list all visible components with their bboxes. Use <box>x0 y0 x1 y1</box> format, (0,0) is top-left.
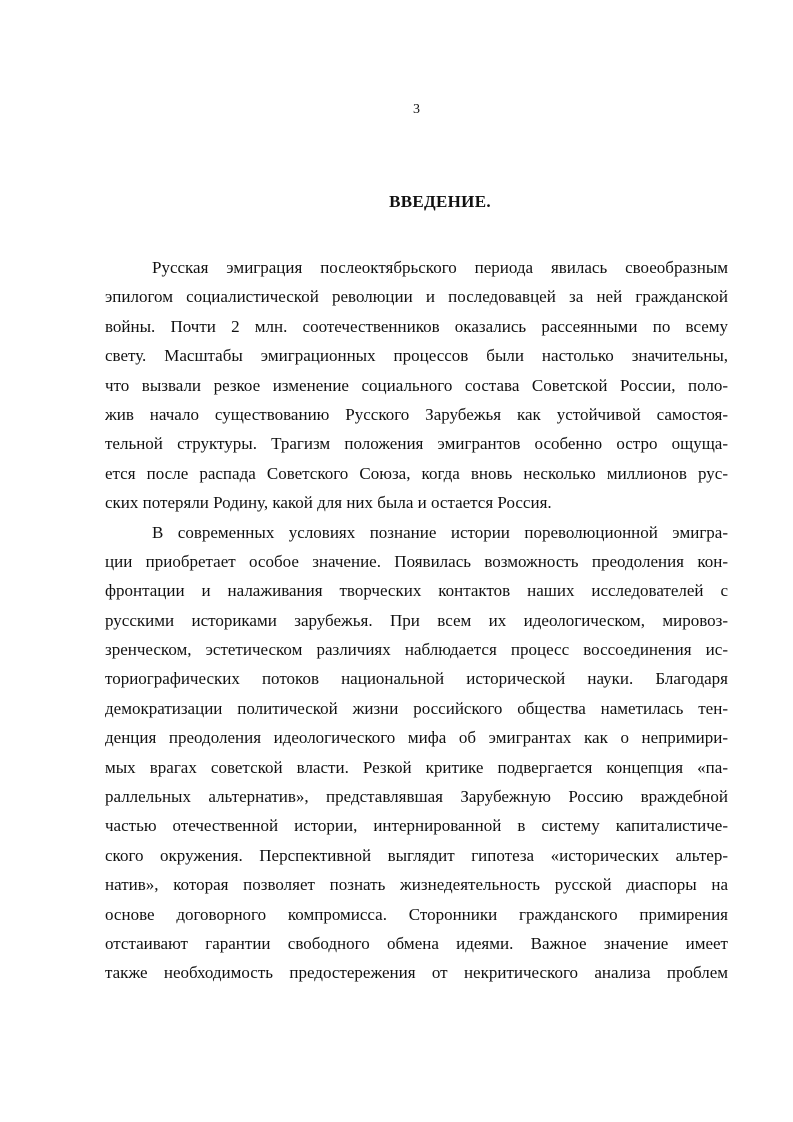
text-line: демократизации политической жизни российского общества наметилась тен- <box>105 698 728 718</box>
text-line: натив», которая позволяет познать жизнедеятельность русской диаспоры на <box>105 875 728 895</box>
text-line: ется после распада Советского Союза, когда вновь несколько миллионов рус- <box>105 463 728 483</box>
text-line: отстаивают гарантии свободного обмена идеями. Важное значение имеет <box>105 933 728 953</box>
text-line: мых врагах советской власти. Резкой критике подвергается концепция «па- <box>105 757 728 777</box>
body-text <box>105 253 728 988</box>
section-title: ВВЕДЕНИЕ. <box>389 192 491 211</box>
text-line: ции приобретает особое значение. Появилась возможность преодоления кон- <box>105 551 728 571</box>
text-line: частью отечественной истории, интернированной в систему капиталистиче- <box>105 816 728 836</box>
text-line: ских потеряли Родину, какой для них была и остается Россия. <box>105 493 552 513</box>
text-line: ского окружения. Перспективной выглядит гипотеза «исторических альтер- <box>105 845 728 865</box>
text-line: раллельных альтернатив», представлявшая Зарубежную Россию враждебной <box>105 787 728 807</box>
text-line: Русская эмиграция послеоктябрьского периода явилась своеобразным <box>152 258 728 277</box>
text-line: В современных условиях познание истории пореволюционной эмигра- <box>152 522 728 542</box>
text-line: также необходимость предостережения от некритического анализа проблем <box>105 963 728 983</box>
text-line: русскими историками зарубежья. При всем их идеологическом, мировоз- <box>105 610 728 630</box>
text-line: тельной структуры. Трагизм положения эмигрантов особенно остро ощуща- <box>105 434 728 454</box>
text-line: ториографических потоков национальной исторической науки. Благодаря <box>105 669 728 689</box>
text-line: свету. Масштабы эмиграционных процессов были настолько значительны, <box>105 346 728 366</box>
text-line: зренческом, эстетическом различиях наблюдается процесс воссоединения ис- <box>105 640 728 660</box>
text-line: фронтации и налаживания творческих контактов наших исследователей с <box>105 581 728 601</box>
page-number: 3 <box>413 102 420 117</box>
text-line: денция преодоления идеологического мифа об эмигрантах как о непримири- <box>105 728 728 748</box>
text-line: эпилогом социалистической революции и последовавцей за ней гражданской <box>105 287 728 307</box>
text-line: что вызвали резкое изменение социального состава Советской России, поло- <box>105 375 728 395</box>
text-line: основе договорного компромисса. Сторонники гражданского примирения <box>105 904 728 924</box>
text-line: войны. Почти 2 млн. соотечественников оказались рассеянными по всему <box>105 316 728 336</box>
text-line: жив начало существованию Русского Зарубежья как устойчивой самостоя- <box>105 404 728 424</box>
